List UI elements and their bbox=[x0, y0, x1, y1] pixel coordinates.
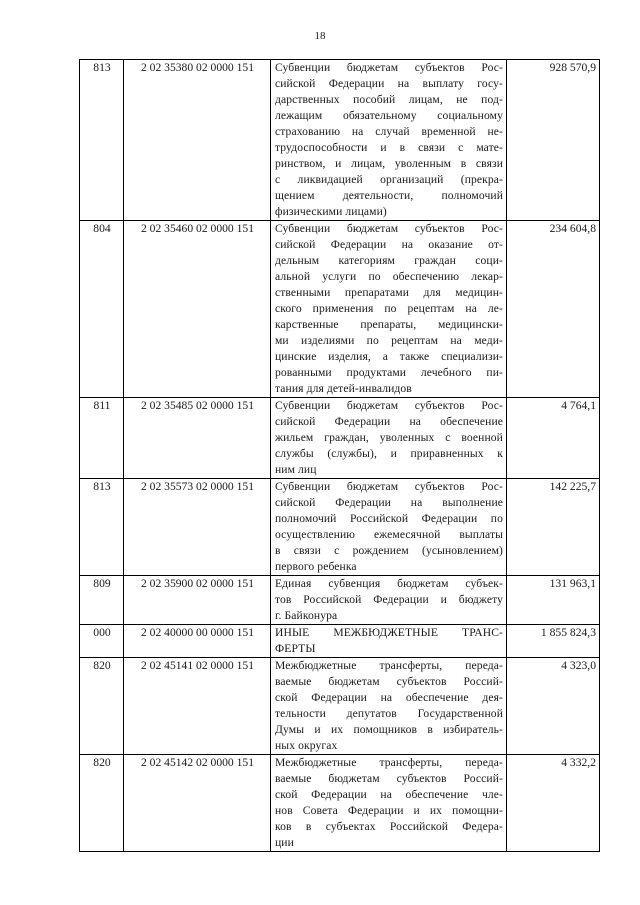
revenue-name-line: ского применения по рецептам на ле- bbox=[275, 302, 503, 315]
revenue-name-line: ных округах bbox=[275, 739, 338, 752]
revenue-name-line: сийской Федерации на выполнение bbox=[275, 496, 503, 509]
revenue-name-line: карственные препараты, медицински- bbox=[275, 318, 503, 331]
admin-code-cell: 813 bbox=[80, 479, 124, 576]
table-row bbox=[80, 576, 600, 625]
revenue-name-line: жильем граждан, уволенных с военной bbox=[275, 431, 503, 444]
revenue-name-line: нов Совета Федерации и их помощни- bbox=[275, 804, 503, 817]
revenue-name-cell bbox=[271, 658, 507, 755]
amount-cell: 928 570,9 bbox=[507, 60, 600, 221]
revenue-name-line: альной услуги по обеспечению лекар- bbox=[275, 270, 503, 283]
amount-cell: 142 225,7 bbox=[507, 479, 600, 576]
revenue-name-line: полномочий Российской Федерации по bbox=[275, 512, 503, 525]
revenue-name-line: первого ребенка bbox=[275, 560, 357, 573]
table-row bbox=[80, 398, 600, 479]
revenue-name-line: Единая субвенция бюджетам субъек- bbox=[275, 577, 503, 590]
page-number: 18 bbox=[314, 30, 326, 42]
revenue-name-cell bbox=[271, 221, 507, 398]
revenue-name-line: сийской Федерации на обеспечение bbox=[275, 415, 503, 428]
classification-code-cell: 2 02 45142 02 0000 151 bbox=[124, 755, 271, 852]
amount-cell: 4 323,0 bbox=[507, 658, 600, 755]
revenue-name-line: ФЕРТЫ bbox=[275, 642, 316, 655]
amount-cell: 4 332,2 bbox=[507, 755, 600, 852]
revenue-name-line: Межбюджетные трансферты, переда- bbox=[275, 659, 503, 672]
revenue-name-line: тания для детей-инвалидов bbox=[275, 382, 412, 395]
revenue-name-cell bbox=[271, 60, 507, 221]
revenue-name-line: Субвенции бюджетам субъектов Рос- bbox=[275, 399, 503, 412]
revenue-name-line: ской Федерации на обеспечение дея- bbox=[275, 691, 503, 704]
revenue-name-line: лежащим обязательному социальному bbox=[275, 109, 503, 122]
revenue-name-line: Субвенции бюджетам субъектов Рос- bbox=[275, 480, 503, 493]
revenue-name-cell bbox=[271, 479, 507, 576]
budget-revenue-table bbox=[79, 59, 600, 852]
admin-code-cell: 813 bbox=[80, 60, 124, 221]
revenue-name-line: щением деятельности, полномочий bbox=[275, 189, 503, 202]
revenue-name-line: физическими лицами) bbox=[275, 205, 387, 218]
revenue-name-line: ции bbox=[275, 836, 294, 849]
admin-code-cell: 804 bbox=[80, 221, 124, 398]
revenue-name-line: трудоспособности и в связи с мате- bbox=[275, 141, 503, 154]
table-row bbox=[80, 60, 600, 221]
revenue-name-line: в связи с рождением (усыновлением) bbox=[275, 544, 503, 557]
admin-code-cell: 820 bbox=[80, 658, 124, 755]
revenue-name-cell bbox=[271, 576, 507, 625]
classification-code-cell: 2 02 40000 00 0000 151 bbox=[124, 625, 271, 658]
classification-code-cell: 2 02 35900 02 0000 151 bbox=[124, 576, 271, 625]
revenue-name-line: тов Российской Федерации и бюджету bbox=[275, 593, 503, 606]
table-row bbox=[80, 221, 600, 398]
classification-code-cell: 2 02 35485 02 0000 151 bbox=[124, 398, 271, 479]
revenue-name-line: цинские изделия, а также специализи- bbox=[275, 350, 503, 363]
revenue-name-line: с ликвидацией организаций (прекра- bbox=[275, 173, 503, 186]
revenue-name-line: ним лиц bbox=[275, 463, 317, 476]
revenue-name-line: ринством, и лицам, уволенным в связи bbox=[275, 157, 503, 170]
revenue-name-line: Субвенции бюджетам субъектов Рос- bbox=[275, 61, 503, 74]
revenue-name-line: тельности депутатов Государственной bbox=[275, 707, 503, 720]
revenue-name-line: ваемые бюджетам субъектов Россий- bbox=[275, 772, 503, 785]
revenue-name-line: дельным категориям граждан соци- bbox=[275, 254, 503, 267]
revenue-name-line: службы (службы), и приравненных к bbox=[275, 447, 503, 460]
revenue-name-line: ИНЫЕ МЕЖБЮДЖЕТНЫЕ ТРАНС- bbox=[275, 626, 503, 639]
classification-code-cell: 2 02 35380 02 0000 151 bbox=[124, 60, 271, 221]
table-row bbox=[80, 755, 600, 852]
admin-code-cell: 811 bbox=[80, 398, 124, 479]
revenue-name-line: ваемые бюджетам субъектов Россий- bbox=[275, 675, 503, 688]
classification-code-cell: 2 02 45141 02 0000 151 bbox=[124, 658, 271, 755]
classification-code-cell: 2 02 35573 02 0000 151 bbox=[124, 479, 271, 576]
amount-cell: 131 963,1 bbox=[507, 576, 600, 625]
amount-cell: 1 855 824,3 bbox=[507, 625, 600, 658]
admin-code-cell: 809 bbox=[80, 576, 124, 625]
revenue-name-line: ми изделиями по рецептам на меди- bbox=[275, 334, 503, 347]
revenue-name-line: Субвенции бюджетам субъектов Рос- bbox=[275, 222, 503, 235]
revenue-name-line: дарственных пособий лицам, не под- bbox=[275, 93, 503, 106]
revenue-name-line: страхованию на случай временной не- bbox=[275, 125, 503, 138]
revenue-name-line: г. Байконура bbox=[275, 609, 338, 622]
revenue-name-line: сийской Федерации на выплату госу- bbox=[275, 77, 503, 90]
amount-cell: 234 604,8 bbox=[507, 221, 600, 398]
revenue-name-line: ственными препаратами для медицин- bbox=[275, 286, 503, 299]
table-row bbox=[80, 658, 600, 755]
revenue-name-line: осуществлению ежемесячной выплаты bbox=[275, 528, 503, 541]
revenue-name-line: ков в субъектах Российской Федера- bbox=[275, 820, 503, 833]
revenue-name-line: Думы и их помощников в избиратель- bbox=[275, 723, 503, 736]
admin-code-cell: 820 bbox=[80, 755, 124, 852]
table-row bbox=[80, 479, 600, 576]
table-body bbox=[80, 60, 600, 852]
amount-cell: 4 764,1 bbox=[507, 398, 600, 479]
revenue-name-line: сийской Федерации на оказание от- bbox=[275, 238, 503, 251]
revenue-name-line: ской Федерации на обеспечение чле- bbox=[275, 788, 503, 801]
table-row bbox=[80, 625, 600, 658]
admin-code-cell: 000 bbox=[80, 625, 124, 658]
revenue-name-cell bbox=[271, 398, 507, 479]
revenue-name-line: Межбюджетные трансферты, переда- bbox=[275, 756, 503, 769]
revenue-name-cell bbox=[271, 755, 507, 852]
revenue-name-line: рованными продуктами лечебного пи- bbox=[275, 366, 503, 379]
classification-code-cell: 2 02 35460 02 0000 151 bbox=[124, 221, 271, 398]
revenue-name-cell bbox=[271, 625, 507, 658]
